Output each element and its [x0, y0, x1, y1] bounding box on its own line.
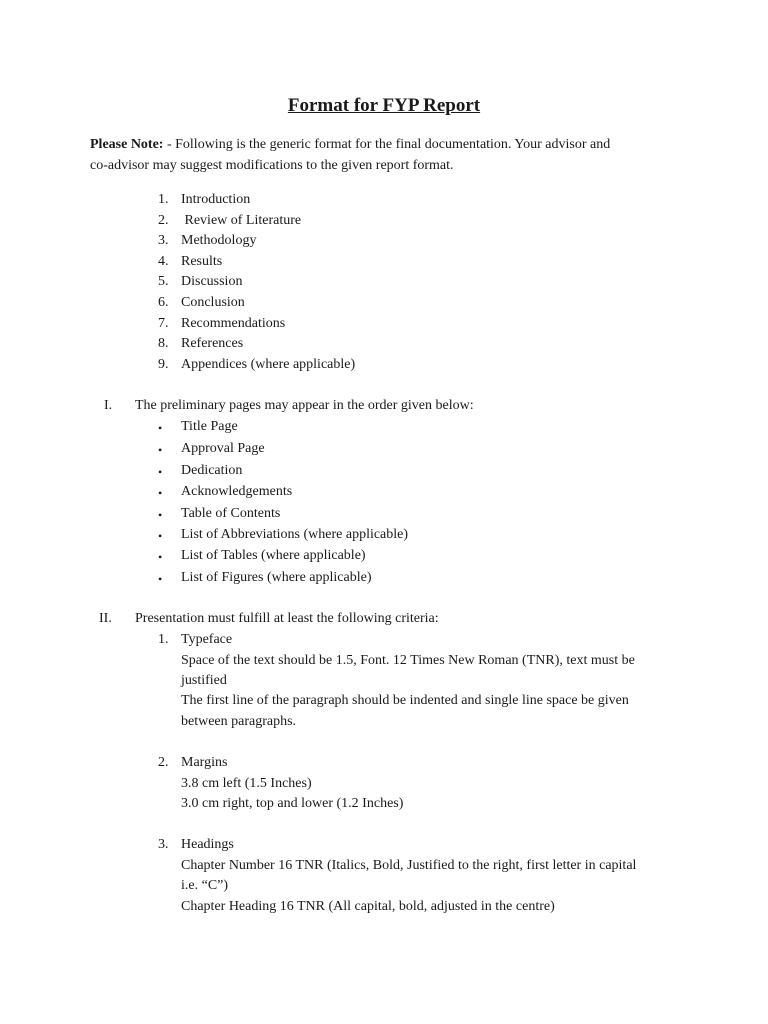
- section-1-heading: The preliminary pages may appear in the order given below:: [135, 398, 474, 413]
- criteria-text: Space of the text should be 1.5, Font. 12 Times New Roman (TNR), text must be: [181, 653, 635, 668]
- chapter-item: Appendices (where applicable): [181, 357, 356, 372]
- note-line-1: [90, 136, 610, 154]
- criteria-label: Margins: [181, 755, 228, 770]
- criteria-text: 3.8 cm left (1.5 Inches): [181, 776, 312, 791]
- section-2-heading: Presentation must fulfill at least the following criteria:: [135, 611, 439, 626]
- preliminary-item: Title Page: [181, 419, 238, 434]
- note-text-1: - Following is the generic format for the final documentation. Your advisor and: [163, 137, 611, 152]
- section-2-number: II.: [99, 611, 112, 626]
- preliminary-item: Approval Page: [181, 441, 265, 456]
- criteria-number: 3.: [158, 837, 169, 852]
- bullet-icon: •: [158, 421, 163, 435]
- bullet-icon: •: [158, 529, 163, 543]
- chapter-number: 3.: [158, 233, 169, 248]
- chapter-number: 6.: [158, 295, 169, 310]
- criteria-text: i.e. “C”): [181, 878, 229, 893]
- criteria-label: Headings: [181, 837, 234, 852]
- criteria-text: between paragraphs.: [181, 714, 297, 729]
- chapter-item: Methodology: [181, 233, 257, 248]
- criteria-number: 2.: [158, 755, 169, 770]
- preliminary-item: List of Figures (where applicable): [181, 570, 372, 585]
- bullet-icon: •: [158, 465, 163, 479]
- bullet-icon: •: [158, 508, 163, 522]
- bullet-icon: •: [158, 486, 163, 500]
- note-line-2: co-advisor may suggest modifications to the given report format.: [90, 158, 454, 173]
- preliminary-item: Table of Contents: [181, 506, 281, 521]
- criteria-number: 1.: [158, 632, 169, 647]
- chapter-number: 9.: [158, 357, 169, 372]
- preliminary-item: List of Tables (where applicable): [181, 548, 366, 563]
- chapter-number: 2.: [158, 213, 169, 228]
- chapter-number: 7.: [158, 316, 169, 331]
- chapter-number: 1.: [158, 192, 169, 207]
- criteria-text: Chapter Number 16 TNR (Italics, Bold, Justified to the right, first letter in capital: [181, 858, 637, 873]
- chapter-number: 8.: [158, 336, 169, 351]
- criteria-text: The first line of the paragraph should be indented and single line space be given: [181, 693, 629, 708]
- chapter-item: Results: [181, 254, 223, 269]
- bullet-icon: •: [158, 572, 163, 586]
- criteria-text: Chapter Heading 16 TNR (All capital, bold, adjusted in the centre): [181, 899, 555, 914]
- bullet-icon: •: [158, 443, 163, 457]
- chapter-number: 4.: [158, 254, 169, 269]
- preliminary-item: List of Abbreviations (where applicable): [181, 527, 409, 542]
- chapter-item: Conclusion: [181, 295, 245, 310]
- chapter-item: Introduction: [181, 192, 251, 207]
- bullet-icon: •: [158, 550, 163, 564]
- criteria-label: Typeface: [181, 632, 233, 647]
- chapter-item: References: [181, 336, 244, 351]
- chapter-item: Review of Literature: [181, 213, 302, 228]
- preliminary-item: Acknowledgements: [181, 484, 293, 499]
- criteria-text: justified: [181, 673, 227, 688]
- document-title: Format for FYP Report: [287, 95, 481, 116]
- preliminary-item: Dedication: [181, 463, 243, 478]
- section-1-number: I.: [104, 398, 113, 413]
- criteria-text: 3.0 cm right, top and lower (1.2 Inches): [181, 796, 404, 811]
- chapter-item: Recommendations: [181, 316, 286, 331]
- note-label: Please Note:: [90, 137, 164, 152]
- chapter-item: Discussion: [181, 274, 243, 289]
- chapter-number: 5.: [158, 274, 169, 289]
